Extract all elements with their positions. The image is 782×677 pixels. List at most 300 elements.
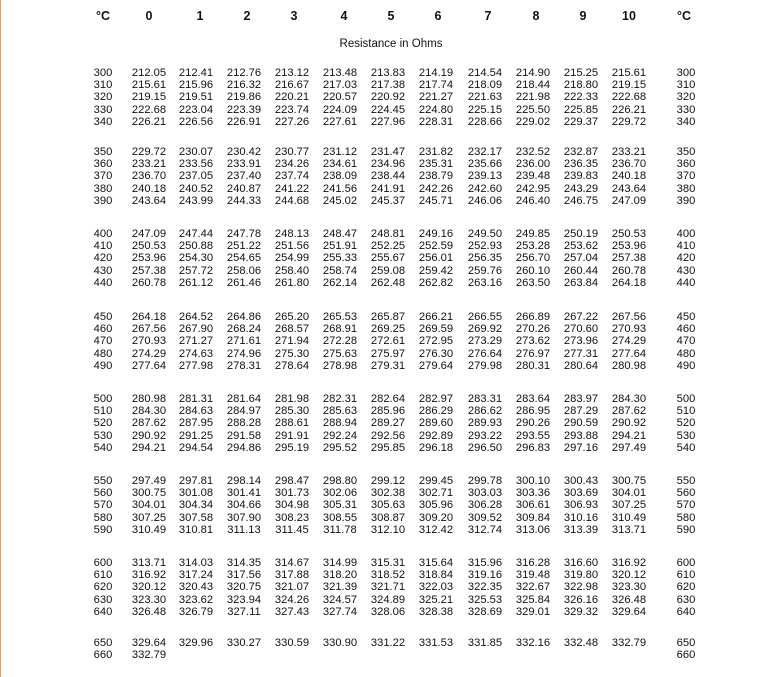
resistance-value: 295.85: [370, 441, 406, 454]
temperature-left: 380: [93, 182, 113, 195]
resistance-value: 287.62: [611, 405, 647, 418]
resistance-value: 217.03: [322, 79, 358, 92]
table-row: [0, 360, 782, 372]
resistance-value: 246.75: [563, 194, 599, 207]
resistance-value: 323.94: [226, 593, 262, 606]
resistance-value: 294.54: [178, 441, 214, 454]
header-col-10: 10: [622, 9, 636, 23]
resistance-value: 312.10: [370, 523, 406, 536]
resistance-value: 261.80: [274, 276, 310, 289]
resistance-value: 296.83: [515, 441, 551, 454]
resistance-value: 275.30: [274, 347, 310, 360]
resistance-value: 219.86: [226, 91, 262, 104]
temperature-right: 600: [676, 557, 696, 569]
resistance-value: 279.64: [418, 359, 454, 372]
resistance-value: 329.01: [515, 605, 551, 618]
table-row: [0, 512, 782, 524]
resistance-value: 226.91: [226, 115, 262, 128]
resistance-value: 246.06: [467, 194, 503, 207]
resistance-value: 241.22: [274, 182, 310, 195]
resistance-value: 310.16: [563, 511, 599, 524]
resistance-value: 243.64: [611, 182, 647, 195]
temperature-right: 440: [676, 276, 696, 289]
resistance-value: 265.53: [322, 311, 358, 323]
resistance-value: 277.64: [611, 347, 647, 360]
resistance-value: 330.27: [226, 637, 262, 649]
resistance-value: 258.40: [274, 264, 310, 277]
resistance-value: 314.03: [178, 557, 214, 569]
resistance-value: 321.39: [322, 581, 358, 594]
header-unit-left: °C: [95, 9, 111, 23]
temperature-left: 610: [93, 569, 113, 582]
resistance-value: 302.71: [418, 487, 454, 500]
resistance-value: 309.84: [515, 511, 551, 524]
resistance-value: 292.89: [418, 429, 454, 442]
temperature-left: 510: [93, 405, 113, 418]
resistance-value: 313.71: [611, 523, 647, 536]
resistance-value: 320.43: [178, 581, 214, 594]
resistance-value: 212.41: [178, 67, 214, 79]
resistance-value: 331.85: [467, 637, 503, 649]
resistance-value: 314.99: [322, 557, 358, 569]
resistance-value: 247.78: [226, 228, 262, 240]
resistance-value: 322.67: [515, 581, 551, 594]
resistance-value: 274.63: [178, 347, 214, 360]
resistance-value: 295.52: [322, 441, 358, 454]
table-block: [0, 475, 782, 536]
resistance-value: 243.99: [178, 194, 214, 207]
temperature-right: 370: [676, 170, 696, 183]
resistance-value: 248.81: [370, 228, 406, 240]
resistance-value: 278.31: [226, 359, 262, 372]
resistance-value: 297.49: [611, 441, 647, 454]
resistance-value: 319.16: [467, 569, 503, 582]
resistance-value: 315.31: [370, 557, 406, 569]
resistance-value: 269.25: [370, 323, 406, 336]
resistance-value: 285.30: [274, 405, 310, 418]
resistance-value: 314.35: [226, 557, 262, 569]
resistance-value: 270.26: [515, 323, 551, 336]
resistance-value: 251.56: [274, 240, 310, 253]
table-row: [0, 487, 782, 499]
table-row: [0, 183, 782, 195]
resistance-value: 279.98: [467, 359, 503, 372]
resistance-value: 327.11: [227, 605, 261, 618]
resistance-value: 296.18: [418, 441, 454, 454]
resistance-value: 213.12: [274, 67, 310, 79]
resistance-value: 256.70: [515, 252, 551, 265]
table-row: [0, 311, 782, 323]
temperature-left: 570: [93, 499, 113, 512]
table-row: [0, 348, 782, 360]
resistance-value: 298.47: [274, 475, 310, 487]
temperature-right: 470: [676, 335, 696, 348]
resistance-value: 316.92: [611, 557, 647, 569]
resistance-value: 328.69: [467, 605, 503, 618]
resistance-value: 304.34: [178, 499, 214, 512]
resistance-value: 304.66: [226, 499, 262, 512]
resistance-value: 304.98: [274, 499, 310, 512]
temperature-left: 500: [93, 393, 113, 405]
resistance-value: 276.64: [467, 347, 503, 360]
resistance-value: 231.12: [322, 146, 358, 158]
resistance-value: 284.97: [226, 405, 262, 418]
temperature-right: 620: [676, 581, 696, 594]
resistance-value: 257.38: [611, 252, 647, 265]
resistance-value: 234.61: [322, 158, 358, 171]
resistance-value: 288.28: [226, 417, 262, 430]
temperature-right: 650: [676, 637, 696, 649]
resistance-value: 247.44: [178, 228, 214, 240]
resistance-value: 299.45: [418, 475, 454, 487]
resistance-value: 318.20: [322, 569, 358, 582]
temperature-right: 660: [676, 649, 696, 662]
resistance-value: 288.61: [274, 417, 310, 430]
resistance-value: 215.61: [131, 79, 167, 92]
resistance-value: 216.32: [226, 79, 262, 92]
resistance-value: 308.55: [322, 511, 358, 524]
temperature-left: 310: [93, 79, 113, 92]
temperature-right: 340: [676, 115, 696, 128]
resistance-value: 236.35: [563, 158, 599, 171]
temperature-right: 350: [676, 146, 696, 158]
resistance-value: 295.19: [274, 441, 310, 454]
resistance-value: 214.19: [418, 67, 454, 79]
resistance-value: 224.80: [418, 103, 454, 116]
resistance-value: 260.78: [131, 276, 167, 289]
resistance-value: 233.56: [178, 158, 214, 171]
resistance-value: 261.46: [226, 276, 262, 289]
resistance-value: 314.67: [274, 557, 310, 569]
resistance-value: 316.92: [131, 569, 167, 582]
resistance-value: 215.96: [178, 79, 214, 92]
resistance-value: 254.65: [226, 252, 262, 265]
resistance-value: 299.78: [467, 475, 503, 487]
resistance-value: 237.40: [226, 170, 262, 183]
resistance-value: 331.53: [418, 637, 454, 649]
resistance-value: 313.71: [131, 557, 167, 569]
resistance-value: 317.24: [178, 569, 214, 582]
table-row: [0, 393, 782, 405]
resistance-value: 264.52: [178, 311, 214, 323]
temperature-left: 550: [93, 475, 113, 487]
table-row: [0, 499, 782, 511]
resistance-value: 267.56: [611, 311, 647, 323]
resistance-value: 229.37: [563, 115, 599, 128]
temperature-right: 300: [676, 67, 696, 79]
resistance-value: 290.92: [611, 417, 647, 430]
resistance-value: 280.31: [515, 359, 551, 372]
resistance-value: 310.49: [131, 523, 167, 536]
resistance-value: 300.10: [515, 475, 551, 487]
resistance-value: 325.53: [467, 593, 503, 606]
resistance-value: 264.18: [611, 276, 647, 289]
resistance-value: 228.31: [418, 115, 454, 128]
resistance-value: 273.29: [467, 335, 503, 348]
temperature-left: 590: [93, 523, 113, 536]
table-row: [0, 606, 782, 618]
table-row: [0, 91, 782, 103]
resistance-value: 219.15: [611, 79, 647, 92]
resistance-value: 281.64: [226, 393, 262, 405]
table-row: [0, 594, 782, 606]
temperature-left: 360: [93, 158, 113, 171]
resistance-value: 249.16: [418, 228, 454, 240]
resistance-value: 251.91: [322, 240, 358, 253]
resistance-value: 223.04: [178, 103, 214, 116]
temperature-left: 600: [93, 557, 113, 569]
resistance-value: 294.86: [226, 441, 262, 454]
resistance-value: 289.27: [370, 417, 406, 430]
temperature-left: 660: [93, 649, 113, 662]
resistance-value: 282.64: [370, 393, 406, 405]
resistance-value: 283.97: [563, 393, 599, 405]
resistance-value: 318.52: [370, 569, 406, 582]
temperature-right: 410: [676, 240, 696, 253]
resistance-value: 296.50: [467, 441, 503, 454]
resistance-value: 307.58: [178, 511, 214, 524]
resistance-value: 324.26: [274, 593, 310, 606]
resistance-value: 273.62: [515, 335, 551, 348]
resistance-value: 285.63: [322, 405, 358, 418]
table-row: [0, 649, 782, 661]
resistance-value: 323.62: [178, 593, 214, 606]
resistance-value: 215.25: [563, 67, 599, 79]
resistance-value: 318.84: [418, 569, 454, 582]
resistance-value: 244.68: [274, 194, 310, 207]
temperature-left: 580: [93, 511, 113, 524]
resistance-value: 235.31: [418, 158, 454, 171]
resistance-value: 222.33: [563, 91, 599, 104]
resistance-value: 306.28: [467, 499, 503, 512]
resistance-value: 262.48: [370, 276, 406, 289]
resistance-value: 233.21: [611, 146, 647, 158]
resistance-value: 278.98: [322, 359, 358, 372]
resistance-value: 311.78: [323, 523, 357, 536]
resistance-value: 240.52: [178, 182, 214, 195]
resistance-value: 291.58: [226, 429, 262, 442]
resistance-value: 303.36: [515, 487, 551, 500]
resistance-value: 236.00: [515, 158, 551, 171]
resistance-value: 221.98: [515, 91, 551, 104]
resistance-value: 260.10: [515, 264, 551, 277]
resistance-value: 332.48: [563, 637, 599, 649]
resistance-value: 322.03: [418, 581, 454, 594]
resistance-value: 217.38: [370, 79, 406, 92]
temperature-right: 500: [676, 393, 696, 405]
resistance-value: 230.42: [226, 146, 262, 158]
resistance-value: 214.54: [467, 67, 503, 79]
resistance-value: 250.53: [611, 228, 647, 240]
resistance-value: 234.26: [274, 158, 310, 171]
temperature-right: 530: [676, 429, 696, 442]
table-block: [0, 67, 782, 128]
resistance-value: 252.93: [467, 240, 503, 253]
resistance-value: 311.45: [275, 523, 309, 536]
resistance-value: 277.31: [563, 347, 599, 360]
table-block: [0, 637, 782, 661]
resistance-value: 309.20: [418, 511, 454, 524]
resistance-value: 215.61: [611, 67, 647, 79]
header-col-5: 5: [387, 9, 395, 23]
resistance-value: 321.71: [370, 581, 406, 594]
resistance-value: 304.01: [611, 487, 647, 500]
temperature-right: 610: [676, 569, 696, 582]
resistance-value: 268.24: [226, 323, 262, 336]
resistance-value: 260.44: [563, 264, 599, 277]
resistance-value: 241.91: [370, 182, 406, 195]
resistance-value: 329.32: [563, 605, 599, 618]
resistance-value: 222.68: [611, 91, 647, 104]
resistance-value: 313.06: [515, 523, 551, 536]
resistance-value: 226.21: [611, 103, 647, 116]
temperature-left: 400: [93, 228, 113, 240]
resistance-value: 286.29: [418, 405, 454, 418]
resistance-value: 259.08: [370, 264, 406, 277]
resistance-value: 305.63: [370, 499, 406, 512]
resistance-value: 285.96: [370, 405, 406, 418]
resistance-value: 300.75: [131, 487, 167, 500]
resistance-value: 275.97: [370, 347, 406, 360]
resistance-value: 248.47: [322, 228, 358, 240]
resistance-value: 242.95: [515, 182, 551, 195]
resistance-value: 271.94: [274, 335, 310, 348]
resistance-value: 326.48: [611, 593, 647, 606]
resistance-value: 260.78: [611, 264, 647, 277]
resistance-value: 255.67: [370, 252, 406, 265]
header-col-1: 1: [196, 9, 204, 23]
temperature-left: 320: [93, 91, 113, 104]
resistance-value: 248.13: [274, 228, 310, 240]
temperature-right: 560: [676, 487, 696, 500]
table-row: [0, 277, 782, 289]
temperature-right: 570: [676, 499, 696, 512]
resistance-value: 305.31: [322, 499, 358, 512]
resistance-value: 322.35: [467, 581, 503, 594]
resistance-value: 230.07: [178, 146, 214, 158]
header-col-8: 8: [532, 9, 540, 23]
resistance-value: 270.60: [563, 323, 599, 336]
resistance-value: 329.96: [178, 637, 214, 649]
resistance-value: 267.22: [563, 311, 599, 323]
resistance-value: 249.50: [467, 228, 503, 240]
resistance-value: 317.56: [226, 569, 262, 582]
resistance-value: 292.24: [322, 429, 358, 442]
resistance-value: 219.15: [131, 91, 167, 104]
temperature-right: 330: [676, 103, 696, 116]
resistance-value: 323.30: [611, 581, 647, 594]
table-row: [0, 405, 782, 417]
resistance-value: 306.61: [515, 499, 551, 512]
temperature-right: 590: [676, 523, 696, 536]
resistance-value: 293.88: [563, 429, 599, 442]
resistance-value: 269.92: [467, 323, 503, 336]
resistance-value: 268.91: [322, 323, 358, 336]
temperature-right: 490: [676, 359, 696, 372]
resistance-value: 221.27: [418, 91, 454, 104]
table-row: [0, 116, 782, 128]
header-col-9: 9: [579, 9, 587, 23]
resistance-value: 301.08: [178, 487, 214, 500]
resistance-value: 255.33: [322, 252, 358, 265]
table-block: [0, 146, 782, 207]
temperature-right: 510: [676, 405, 696, 418]
resistance-value: 243.29: [563, 182, 599, 195]
table-block: [0, 393, 782, 454]
resistance-value: 266.89: [515, 311, 551, 323]
resistance-value: 274.96: [226, 347, 262, 360]
resistance-value: 270.93: [131, 335, 167, 348]
resistance-value: 241.56: [322, 182, 358, 195]
resistance-value: 272.28: [322, 335, 358, 348]
resistance-value: 319.80: [563, 569, 599, 582]
resistance-value: 224.09: [322, 103, 358, 116]
resistance-value: 266.21: [418, 311, 454, 323]
resistance-value: 256.01: [418, 252, 454, 265]
resistance-value: 263.50: [515, 276, 551, 289]
temperature-left: 630: [93, 593, 113, 606]
resistance-value: 237.74: [274, 170, 310, 183]
resistance-value: 240.18: [131, 182, 167, 195]
resistance-value: 240.87: [226, 182, 262, 195]
table-row: [0, 417, 782, 429]
table-row: [0, 335, 782, 347]
resistance-value: 236.70: [611, 158, 647, 171]
temperature-left: 540: [93, 441, 113, 454]
resistance-value: 327.43: [274, 605, 310, 618]
resistance-value: 267.90: [178, 323, 214, 336]
table-row: [0, 442, 782, 454]
resistance-value: 302.38: [370, 487, 406, 500]
table-block: [0, 228, 782, 289]
resistance-value: 326.16: [563, 593, 599, 606]
table-row: [0, 524, 782, 536]
resistance-value: 291.91: [274, 429, 310, 442]
resistance-value: 265.20: [274, 311, 310, 323]
resistance-value: 245.02: [322, 194, 358, 207]
table-block: [0, 557, 782, 618]
resistance-value: 299.12: [370, 475, 406, 487]
resistance-value: 258.06: [226, 264, 262, 277]
resistance-value: 232.52: [515, 146, 551, 158]
resistance-value: 223.74: [274, 103, 310, 116]
header-col-4: 4: [340, 9, 348, 23]
resistance-value: 225.85: [563, 103, 599, 116]
resistance-value: 281.31: [178, 393, 214, 405]
resistance-value: 259.42: [418, 264, 454, 277]
resistance-value: 258.74: [322, 264, 358, 277]
temperature-left: 340: [93, 115, 113, 128]
resistance-value: 259.76: [467, 264, 503, 277]
resistance-value: 286.95: [515, 405, 551, 418]
resistance-value: 326.48: [131, 605, 167, 618]
resistance-value: 250.19: [563, 228, 599, 240]
resistance-value: 301.41: [226, 487, 262, 500]
resistance-value: 320.75: [226, 581, 262, 594]
table-row: [0, 557, 782, 569]
resistance-value: 317.88: [274, 569, 310, 582]
resistance-value: 261.12: [178, 276, 214, 289]
resistance-value: 217.74: [418, 79, 454, 92]
resistance-value: 271.27: [178, 335, 214, 348]
resistance-value: 244.33: [226, 194, 262, 207]
resistance-value: 281.98: [274, 393, 310, 405]
temperature-right: 320: [676, 91, 696, 104]
resistance-value: 225.15: [467, 103, 503, 116]
temperature-right: 380: [676, 182, 696, 195]
resistance-value: 326.79: [178, 605, 214, 618]
resistance-value: 243.64: [131, 194, 167, 207]
